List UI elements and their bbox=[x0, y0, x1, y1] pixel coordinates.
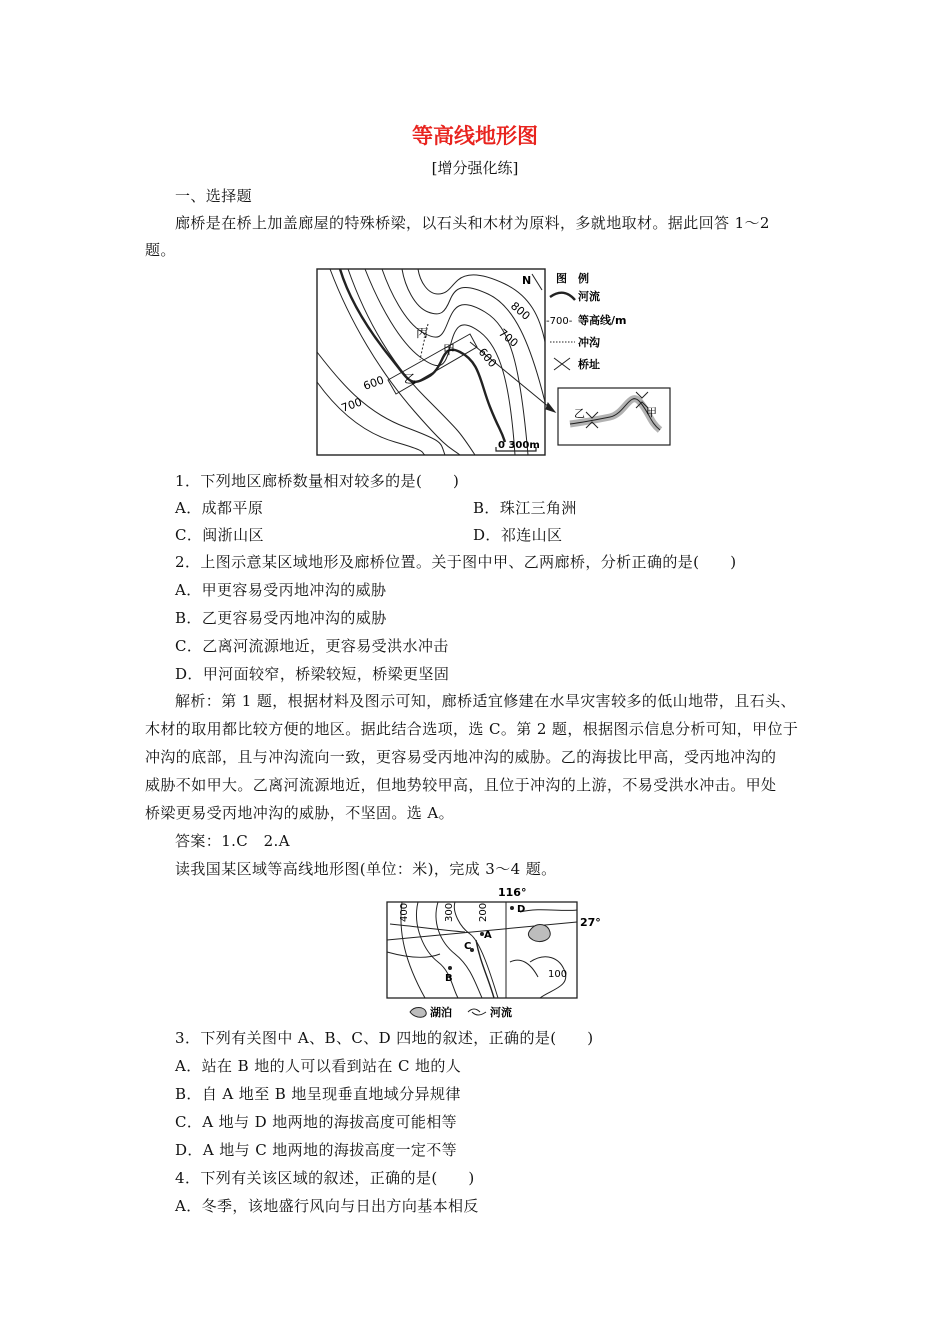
map1-place-bing: 丙 bbox=[416, 326, 429, 340]
map1-contour-label: 600 bbox=[475, 345, 500, 371]
analysis-line5: 桥梁更易受丙地冲沟的威胁，不坚固。选 A。 bbox=[145, 804, 455, 822]
map1-legend-river: 河流 bbox=[578, 290, 600, 303]
map2-contour-label: 100 bbox=[548, 969, 568, 980]
map1-contour-label: 600 bbox=[361, 373, 386, 393]
contour-map-bridges bbox=[310, 262, 680, 458]
q1-option-b: B．珠江三角洲 bbox=[473, 499, 577, 517]
q2-option-a: A．甲更容易受丙地冲沟的威胁 bbox=[175, 581, 387, 599]
map2-point-a: A bbox=[484, 930, 492, 941]
map1-place-jia: 甲 bbox=[443, 343, 456, 357]
intro1-line2: 题。 bbox=[145, 241, 176, 259]
map2-contour-label: 400 bbox=[399, 902, 410, 922]
q3-option-b: B．自 A 地至 B 地呈现垂直地域分异规律 bbox=[175, 1085, 461, 1103]
intro1-line1: 廊桥是在桥上加盖廊屋的特殊桥梁，以石头和木材为原料，多就地取材。据此回答 1～2 bbox=[175, 214, 770, 232]
q3-option-d: D．A 地与 C 地两地的海拔高度一定不等 bbox=[175, 1141, 458, 1159]
map1-inset-jia: 甲 bbox=[646, 406, 657, 419]
q2-option-b: B．乙更容易受丙地冲沟的威胁 bbox=[175, 609, 387, 627]
map2-legend-river: 河流 bbox=[490, 1006, 512, 1019]
q4-stem: 4．下列有关该区域的叙述，正确的是( ) bbox=[175, 1169, 475, 1187]
q2-stem: 2．上图示意某区域地形及廊桥位置。关于图中甲、乙两廊桥，分析正确的是( ) bbox=[175, 553, 737, 571]
map1-legend-title: 图 例 bbox=[556, 272, 589, 285]
q3-option-a: A．站在 B 地的人可以看到站在 C 地的人 bbox=[175, 1057, 462, 1075]
q3-option-c: C．A 地与 D 地两地的海拔高度可能相等 bbox=[175, 1113, 458, 1131]
map2-contour-label: 300 bbox=[444, 902, 455, 922]
q3-stem: 3．下列有关图中 A、B、C、D 四地的叙述，正确的是( ) bbox=[175, 1029, 594, 1047]
q2-option-c: C．乙离河流源地近，更容易受洪水冲击 bbox=[175, 637, 449, 655]
analysis-line3: 冲沟的底部，且与冲沟流向一致，更容易受丙地冲沟的威胁。乙的海拔比甲高，受丙地冲沟的 bbox=[145, 748, 777, 766]
river-icon bbox=[468, 1009, 486, 1015]
map1-place-yi: 乙 bbox=[404, 372, 417, 386]
q1-option-c: C．闽浙山区 bbox=[175, 526, 264, 544]
q4-option-a: A．冬季，该地盛行风向与日出方向基本相反 bbox=[175, 1197, 479, 1215]
map2-point-b: B bbox=[445, 973, 453, 984]
map1-north-label: N bbox=[522, 274, 532, 287]
q1-stem: 1．下列地区廊桥数量相对较多的是( ) bbox=[175, 472, 460, 490]
map2-lat: 27° bbox=[580, 916, 601, 929]
page-subtitle: [增分强化练] bbox=[431, 159, 519, 177]
analysis-line4: 威胁不如甲大。乙离河流源地近，但地势较甲高，且位于冲沟的上游，不易受洪水冲击。甲处 bbox=[145, 776, 777, 794]
map2-legend-lake: 湖泊 bbox=[430, 1006, 452, 1019]
section-heading: 一、选择题 bbox=[175, 187, 253, 205]
answer-line: 答案：1.C 2.A bbox=[175, 832, 290, 850]
page-title: 等高线地形图 bbox=[412, 124, 538, 148]
map1-contour-label: 700 bbox=[496, 326, 521, 350]
q1-option-a: A．成都平原 bbox=[175, 499, 264, 517]
intro2: 读我国某区域等高线地形图(单位：米)，完成 3～4 题。 bbox=[175, 860, 557, 878]
q2-option-d: D．甲河面较窄，桥梁较短，桥梁更坚固 bbox=[175, 665, 450, 683]
analysis-line2: 木材的取用都比较方便的地区。据此结合选项，选 C。第 2 题，根据图示信息分析可知，甲位于 bbox=[145, 720, 799, 738]
map1-legend-contour: 等高线/m bbox=[578, 314, 627, 327]
map1-contour-label: 800 bbox=[508, 299, 533, 323]
map1-legend-bridge: 桥址 bbox=[578, 358, 600, 371]
map1-legend-gully: 冲沟 bbox=[578, 336, 600, 349]
map1-scale: 0 300m bbox=[498, 440, 540, 451]
map2-contour-label: 200 bbox=[478, 902, 489, 922]
map1-contour-label: 700 bbox=[339, 395, 364, 415]
map2-lon: 116° bbox=[498, 886, 527, 899]
lake-icon bbox=[410, 1008, 426, 1018]
map2-point-c: C bbox=[464, 941, 472, 952]
contour-map-region bbox=[380, 882, 605, 1022]
map1-inset-yi: 乙 bbox=[574, 407, 585, 420]
analysis-line1: 解析：第 1 题，根据材料及图示可知，廊桥适宜修建在水旱灾害较多的低山地带，且石头、 bbox=[175, 692, 796, 710]
q1-option-d: D．祁连山区 bbox=[473, 526, 563, 544]
map2-point-d: D bbox=[517, 904, 526, 915]
bridge-icon bbox=[554, 358, 570, 370]
map1-legend-contour-sample: -700- bbox=[546, 316, 573, 327]
